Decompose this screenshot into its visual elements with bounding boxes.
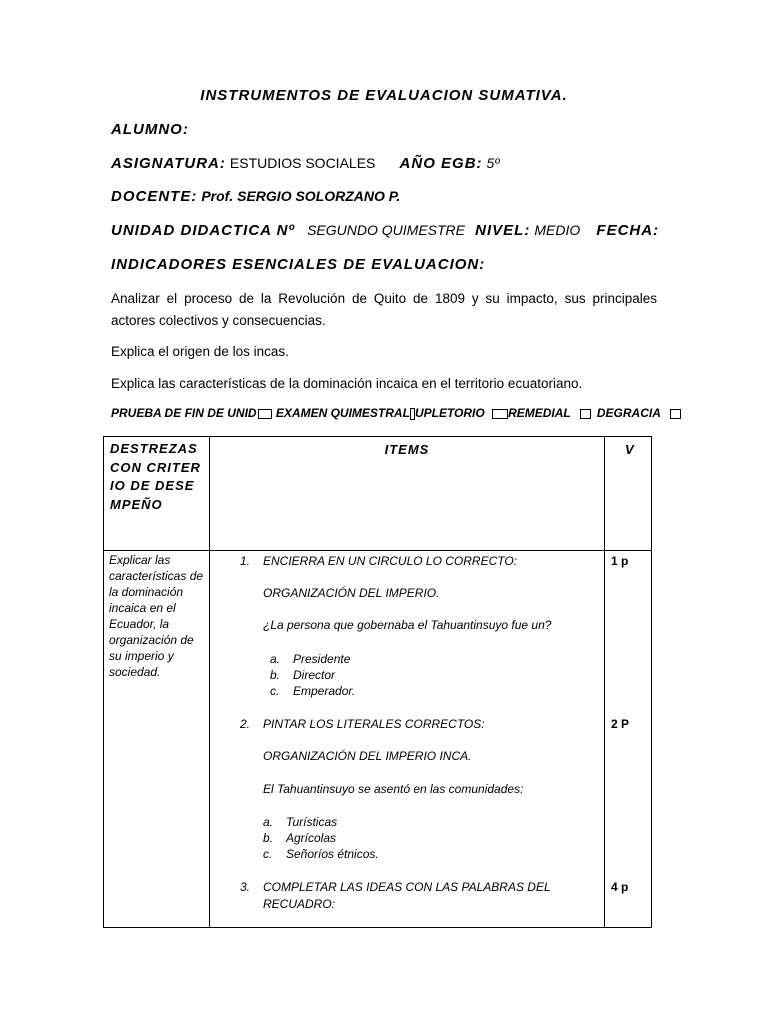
header-items: ITEMS xyxy=(384,442,430,457)
nivel-label: NIVEL: xyxy=(475,222,531,239)
q1-instruction: ENCIERRA EN UN CIRCULO LO CORRECTO: xyxy=(263,554,518,568)
fecha-label: FECHA: xyxy=(596,222,660,239)
q1-points: 1 p xyxy=(611,554,629,568)
q1-option-a-letter: a. xyxy=(270,652,281,666)
indicador-1: Analizar el proceso de la Revolución de Quito de 1809 y su impacto, sus principales actores colectivos y consecuencias. xyxy=(111,291,657,328)
q1-option-b: Director xyxy=(293,668,336,682)
checkbox-supletorio[interactable] xyxy=(492,409,508,419)
q2-option-b-letter: b. xyxy=(263,831,274,845)
q2-option-a-letter: a. xyxy=(263,815,274,829)
header-destreza-cell xyxy=(104,437,210,551)
q2-option-c-letter: c. xyxy=(263,847,273,861)
unidad-row xyxy=(111,222,659,239)
header-destreza: DESTREZAS CON CRITERIO DE DESEMPEÑO xyxy=(110,441,201,512)
items-cell xyxy=(210,551,605,928)
docente-label: DOCENTE: xyxy=(111,188,198,205)
asignatura-value: ESTUDIOS SOCIALES xyxy=(229,155,376,171)
q1-option-b-letter: b. xyxy=(270,668,281,682)
table-row xyxy=(104,551,652,928)
table-header-row xyxy=(104,437,652,551)
q3-number: 3. xyxy=(240,880,251,894)
checkbox-remedial[interactable] xyxy=(580,409,591,419)
checkbox-degracia[interactable] xyxy=(670,409,681,419)
anio-value: 5º xyxy=(486,155,500,171)
option-fin-unidad: PRUEBA DE FIN DE UNID xyxy=(111,406,257,420)
q2-option-c: Señoríos étnicos. xyxy=(286,847,379,861)
nivel-value: MEDIO xyxy=(534,222,581,238)
docente-row xyxy=(111,188,400,205)
unidad-label: UNIDAD DIDACTICA Nº xyxy=(111,222,295,239)
prueba-options-row xyxy=(111,406,687,420)
q2-instruction: PINTAR LOS LITERALES CORRECTOS: xyxy=(263,717,485,731)
option-supletorio: UPLETORIO xyxy=(414,406,485,420)
destreza-text: Explicar las características de la dominación incaica en el Ecuador, la organización de su imperio y sociedad. xyxy=(109,553,204,679)
q1-option-a: Presidente xyxy=(293,652,351,666)
option-degracia: DEGRACIA xyxy=(596,406,661,420)
q1-option-c-letter: c. xyxy=(270,684,280,698)
anio-label: AÑO EGB: xyxy=(399,155,483,172)
evaluation-table xyxy=(103,436,652,928)
q3-instruction-line1: COMPLETAR LAS IDEAS CON LAS PALABRAS DEL xyxy=(263,880,551,894)
option-examen-quimestral: EXAMEN QUIMESTRAL xyxy=(275,406,410,420)
destreza-cell xyxy=(104,551,210,928)
q2-number: 2. xyxy=(240,717,251,731)
q3-instruction-line2: RECUADRO: xyxy=(263,897,336,911)
alumno-label: ALUMNO: xyxy=(111,121,189,138)
alumno-row xyxy=(111,121,189,138)
header-items-cell xyxy=(210,437,605,551)
q2-question: El Tahuantinsuyo se asentó en las comunidades: xyxy=(263,782,524,796)
q2-subtitle: ORGANIZACIÓN DEL IMPERIO INCA. xyxy=(263,749,472,763)
asignatura-label: ASIGNATURA: xyxy=(111,155,226,172)
indicador-2: Explica el origen de los incas. xyxy=(111,344,289,359)
docente-value: Prof. SERGIO SOLORZANO P. xyxy=(201,188,401,204)
header-v: V xyxy=(625,442,634,457)
indicadores-label-text: INDICADORES ESENCIALES DE EVALUACION: xyxy=(111,256,486,273)
option-remedial: REMEDIAL xyxy=(508,406,571,420)
q3-points: 4 p xyxy=(611,880,629,894)
document-title: INSTRUMENTOS DE EVALUACION SUMATIVA. xyxy=(200,87,568,104)
unidad-value: SEGUNDO QUIMESTRE xyxy=(307,222,465,238)
q1-question: ¿La persona que gobernaba el Tahuantinsuyo fue un? xyxy=(263,618,552,632)
asignatura-row xyxy=(111,155,499,172)
q2-option-a: Turísticas xyxy=(286,815,338,829)
indicadores-label xyxy=(111,256,485,273)
q1-number: 1. xyxy=(240,554,251,568)
header-v-cell xyxy=(605,437,652,551)
points-cell xyxy=(605,551,652,928)
q1-option-c: Emperador. xyxy=(293,684,356,698)
q2-points: 2 P xyxy=(611,717,630,731)
indicador-3: Explica las características de la dominación incaica en el territorio ecuatoriano. xyxy=(111,376,583,391)
checkbox-fin-unidad[interactable] xyxy=(258,409,272,419)
q2-option-b: Agrícolas xyxy=(286,831,337,845)
q1-subtitle: ORGANIZACIÓN DEL IMPERIO. xyxy=(263,586,440,600)
